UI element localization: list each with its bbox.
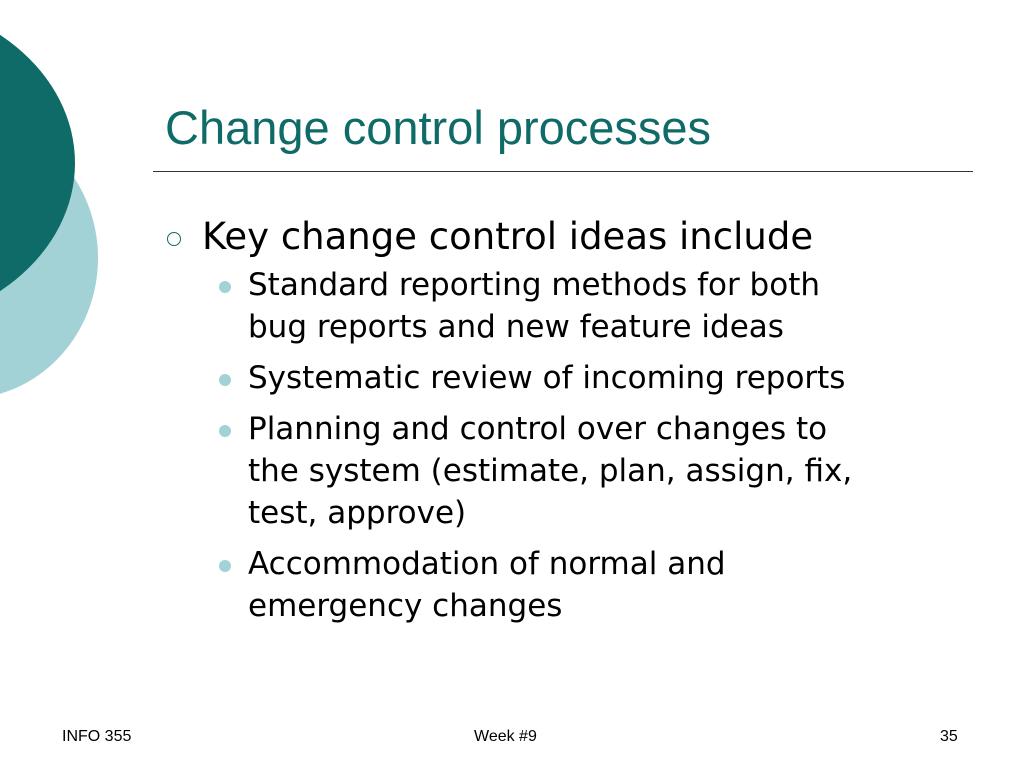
bullet-level2-item bbox=[160, 357, 970, 399]
footer-week: Week #9 bbox=[474, 728, 537, 745]
filled-dot-bullet-icon bbox=[219, 560, 231, 572]
slide-title: Change control processes bbox=[165, 101, 712, 154]
bullet-level1 bbox=[160, 214, 970, 260]
bullet-line: Systematic review of incoming reports bbox=[248, 360, 846, 396]
bullet-line: Planning and control over changes to bbox=[248, 411, 828, 447]
bullet-line: Accommodation of normal and bbox=[248, 546, 726, 582]
bullet-level2-item bbox=[160, 408, 970, 534]
bullet-line: the system (estimate, plan, assign, fix, bbox=[248, 453, 853, 489]
hollow-circle-bullet-icon bbox=[167, 232, 181, 246]
footer-slide-number: 35 bbox=[940, 728, 958, 745]
filled-dot-bullet-icon bbox=[219, 425, 231, 437]
footer-course: INFO 355 bbox=[62, 728, 132, 745]
bullet-line: emergency changes bbox=[248, 588, 563, 624]
title-divider bbox=[153, 171, 973, 172]
filled-dot-bullet-icon bbox=[219, 281, 231, 293]
slide-content bbox=[160, 214, 970, 636]
filled-dot-bullet-icon bbox=[219, 374, 231, 386]
bullet-level2-item bbox=[160, 543, 970, 627]
bullet-level2-item bbox=[160, 264, 970, 348]
bullet-line: Standard reporting methods for both bbox=[248, 267, 821, 303]
bullet-line: test, approve) bbox=[248, 495, 467, 531]
bullet-line: bug reports and new feature ideas bbox=[248, 309, 784, 345]
bullet-level1-text: Key change control ideas include bbox=[202, 215, 814, 258]
